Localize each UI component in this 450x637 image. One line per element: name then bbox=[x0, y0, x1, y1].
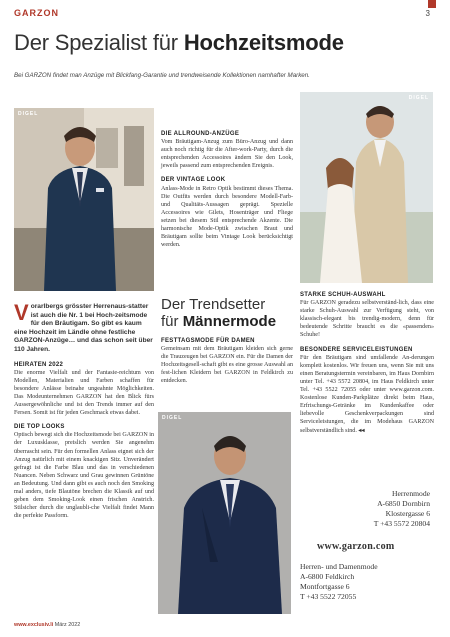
paragraph-vintage: Anlass-Mode in Retro Optik bestimmt dieses Thema. Die Outfits werden durch besondere Modell-Farb- und Qualitäts-Aussagen geprägt. Spezielle Accessoires wie Gilets, Hosenträger und Fliege setzen bei diesem Stil entsprechende Akzente. Die harmonische Mode-Optik zwischen Braut und Bräutigam sollte beim Vintage Look berücksichtigt werden. bbox=[161, 185, 293, 249]
photo-brand-label: DIGEL bbox=[18, 111, 39, 117]
drop-cap: V bbox=[14, 300, 29, 325]
address-line: Herrenmode bbox=[392, 489, 430, 498]
footer bbox=[14, 622, 80, 628]
intro-text: orarlbergs grösster Herrenaus-statter ist auch die Nr. 1 bei Hoch-zeitsmode für den Bräutigam. So gibt es kaum eine Hochzeit im Ländle ohne festliche GARZON-Anzüge… und das schon seit über 110 Jahren. bbox=[14, 303, 153, 353]
paragraph-top-looks: Optisch bewegt sich die Hochzeitsmode bei GARZON in der Luxusklasse, preislich werden Sie angenehm überrascht sein. Für den formellen Anlass eignet sich der Anzug natürlich mit einem knackigen Sitz. Unverändert gefragt ist die Farbe Blau und das in verschiedenen Nuancen. Neben Schwarz und Grau gewinnen Grüntöne an Bedeutung. Und dann gibt es auch noch den Smoking mal anders, tiefe Blautöne brechen die Klassik auf und geben dem Smoking-Look einen frischen Anstrich. Stilsicher durch die unglaubli-che Vielfalt findet Mann die perfekte Passform. bbox=[14, 432, 154, 520]
heading-service: BESONDERE SERVICELEISTUNGEN bbox=[300, 346, 413, 353]
paragraph-schuh: Für GARZON geradezu selbstverständ-lich, dass eine starke Schuh-Auswahl zur Verfügung steht, von klassisch-elegant bis trendig-modern, denn für bedeutende Schritte braucht es die «passenden» Schuhe! bbox=[300, 300, 434, 339]
address-line: Montfortgasse 6 bbox=[300, 582, 350, 591]
column-1 bbox=[14, 300, 154, 520]
address-line: T +43 5572 20804 bbox=[373, 519, 430, 528]
photo-bride-and-groom bbox=[300, 92, 433, 283]
page-number: 3 bbox=[425, 9, 430, 18]
address-line: Herren- und Damenmode bbox=[300, 562, 378, 571]
address-line: A-6850 Dornbirn bbox=[377, 499, 430, 508]
paragraph-heiraten: Die enorme Vielfalt und der Fantasie-reichtum von Modellen, Materialien und Farben schaffen für besondere Anlässe beinahe ungeahnte Möglichkeiten. Das Modeunternehmen GARZON hat den Blick fürs Aussergewöhnliche und ist den Trends immer auf den Fersen. Somit ist für jeden Geschmack etwas dabei. bbox=[14, 369, 154, 417]
column-2-top bbox=[161, 130, 293, 249]
heading-allround: DIE ALLROUND-ANZÜGE bbox=[161, 131, 240, 137]
paragraph-festtagsmode: Gemeinsam mit dem Bräutigam kleiden sich gerne die Trauzeugen bei GARZON ein. Für die Damen der Hochzeitsgesell-schaft gibt es eine grosse Auswahl an fest-lichen Kleidern bei GARZON in Feldkirch zu entdecken. bbox=[161, 346, 293, 385]
address-feldkirch bbox=[300, 562, 378, 602]
end-mark: ◂◂ bbox=[358, 427, 365, 434]
footer-site[interactable]: www.exclusiv.li bbox=[14, 622, 54, 628]
heading-top-looks: DIE TOP LOOKS bbox=[14, 424, 65, 431]
photo-groom-blue-suit bbox=[14, 108, 154, 291]
address-line: T +43 5522 72055 bbox=[300, 592, 357, 601]
address-line: A-6800 Feldkirch bbox=[300, 572, 355, 581]
title-light: Der Spezialist für bbox=[14, 30, 184, 55]
heading-festtagsmode: FESTTAGSMODE FÜR DAMEN bbox=[161, 338, 255, 344]
intro-paragraph bbox=[14, 300, 154, 355]
address-dornbirn bbox=[374, 489, 430, 529]
title-bold: Hochzeitsmode bbox=[183, 30, 344, 55]
lead-text: Bei GARZON findet man Anzüge mit Blickfang-Garantie und trendweisende Kollektionen namhafter Marken. bbox=[14, 72, 310, 79]
column-2-bottom bbox=[161, 296, 293, 386]
paragraph-allround: Vom Bräutigam-Anzug zum Büro-Anzug und dann auch noch richtig für die After-work-Party, durch die entsprechenden Accessoires ändern Sie den Look, jeweils passend zum entsprechenden Ereignis. bbox=[161, 139, 293, 170]
subtitle-line-1: Der Trendsetter bbox=[161, 296, 266, 313]
photo-brand-label: DIGEL bbox=[162, 415, 183, 421]
heading-heiraten: HEIRATEN 2022 bbox=[14, 361, 64, 368]
paragraph-service: Für den Bräutigam sind umfallende An-derungen komplett kostenlos. Wir freuen uns, wenn Sie mit uns einen Beratungstermin vereinbaren, im Haus Dornbirn unter Tel. +43 5572 20804, im Haus Feldkirch unter Tel. +43 5522 72055 oder unter www.garzon.com. Kostenlose Kunden-Parkplätze direkt beim Haus, Erfrischungs-Getränke im Kundenkaffee oder liebevolle Geschenkverpackungen sind Serviceleistungen, die im Modehaus GARZON selbstverständlich sind. ◂◂ bbox=[300, 354, 434, 434]
heading-vintage: DER VINTAGE LOOK bbox=[161, 177, 226, 184]
column-3 bbox=[300, 285, 434, 435]
page-marker bbox=[428, 0, 436, 8]
page-title bbox=[14, 30, 344, 56]
photo-brand-label: DIGEL bbox=[408, 95, 429, 101]
website-link[interactable]: www.garzon.com bbox=[317, 541, 395, 552]
address-line: Klostergasse 6 bbox=[385, 509, 430, 518]
photo-man-navy-suit bbox=[158, 412, 291, 614]
footer-issue: März 2022 bbox=[53, 622, 81, 628]
heading-schuh: STARKE SCHUH-AUSWAHL bbox=[300, 292, 386, 298]
subtitle-line-2: für Männermode bbox=[161, 313, 277, 330]
brand-logo: GARZON bbox=[14, 8, 59, 18]
section-subtitle bbox=[161, 296, 293, 330]
